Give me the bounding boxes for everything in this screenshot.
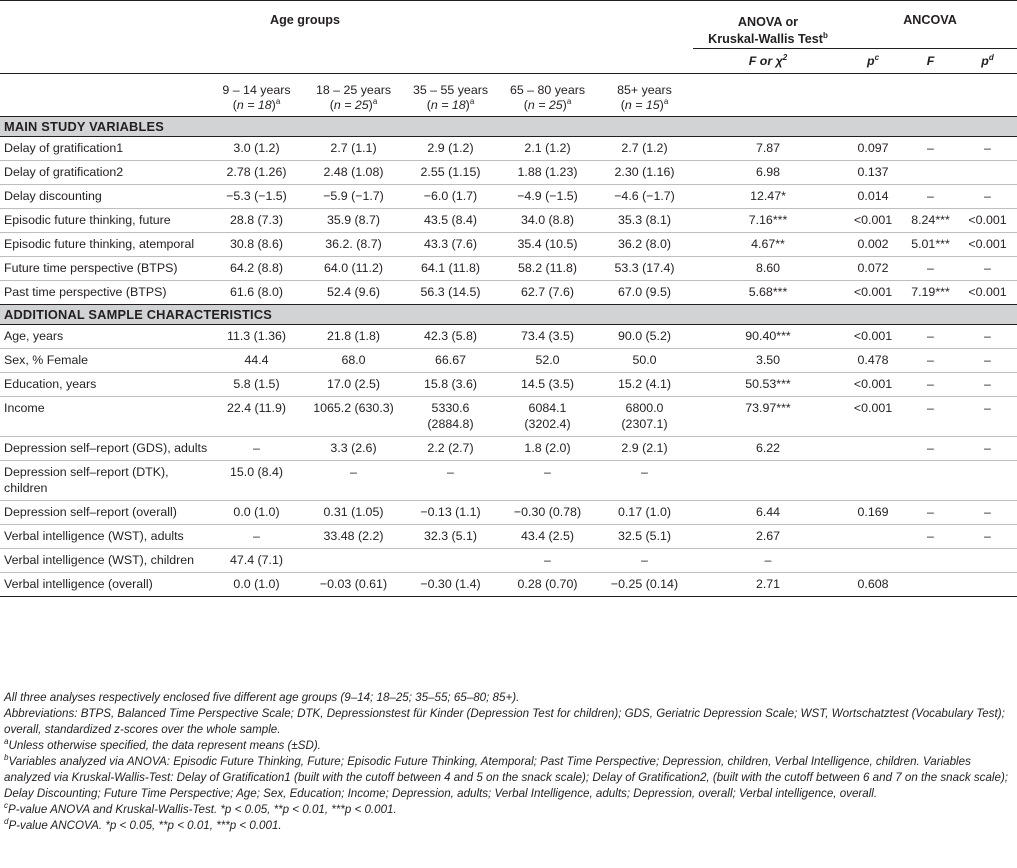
stat-cell: 7.16***: [693, 209, 843, 233]
group-value-cell: 61.6 (8.0): [208, 281, 305, 305]
footnote-c-sup: c: [4, 801, 8, 811]
group-value-cell: 47.4 (7.1): [208, 549, 305, 573]
group-value-cell: –: [208, 437, 305, 461]
row-label: Age, years: [4, 329, 64, 343]
group-value-cell: 3.0 (1.2): [233, 141, 280, 155]
p-d-cell: –: [958, 397, 1017, 437]
table-row: [0, 549, 1017, 573]
anova-line1: ANOVA or: [737, 15, 799, 29]
table-row: [0, 161, 1017, 185]
stat-cell: 50.53***: [693, 373, 843, 397]
p-c-cell: 0.002: [843, 233, 903, 257]
stat-cell: [693, 461, 843, 501]
footnote-a-sup: a: [4, 737, 9, 747]
age-groups-label: Age groups: [270, 13, 340, 27]
group-value-cell: −0.13 (1.1): [402, 501, 499, 525]
table-row: [0, 397, 1017, 437]
row-label: Episodic future thinking, atemporal: [0, 233, 208, 257]
group-header-2: 18 – 25 years (n = 25)$^a$: [305, 74, 402, 117]
f-cell: –: [927, 329, 934, 343]
footnote-a: [4, 738, 1014, 754]
group-value-cell: 56.3 (14.5): [402, 281, 499, 305]
group-value-cell: 22.4 (11.9): [208, 397, 305, 437]
group-value-cell: 21.8 (1.8): [326, 329, 381, 343]
table-row: [0, 573, 1017, 597]
stat-cell: 6.44: [693, 501, 843, 525]
table-row: [0, 137, 1017, 161]
group-value-cell: 32.5 (5.1): [596, 525, 693, 549]
p-d-cell: –: [984, 329, 991, 343]
row-label: Delay of gratification1: [4, 141, 124, 155]
footnote-d: [4, 818, 1014, 834]
group-value-cell: −0.30 (1.4): [402, 573, 499, 597]
row-label: Episodic future thinking, future: [0, 209, 208, 233]
ancova-label: ANCOVA: [903, 13, 957, 27]
table-row: [0, 257, 1017, 281]
f-cell: [903, 573, 958, 597]
p-c-cell: <0.001: [853, 329, 893, 343]
group-value-cell: 2.78 (1.26): [208, 161, 305, 185]
group-value-cell: −6.0 (1.7): [402, 185, 499, 209]
p-c-cell: 0.137: [843, 161, 903, 185]
p-d-cell: –: [958, 185, 1017, 209]
f-cell: –: [903, 501, 958, 525]
p-c-cell: [843, 437, 903, 461]
group-value-cell: 2.1 (1.2): [524, 141, 571, 155]
table-footnotes: [4, 690, 1014, 834]
group-value-cell: 11.3 (1.36): [226, 329, 286, 343]
table-row: [0, 209, 1017, 233]
group-value-cell: 44.4: [208, 349, 305, 373]
stat-cell: 2.67: [693, 525, 843, 549]
group-sup: a: [663, 96, 669, 106]
stat-fchi-sup: 2: [782, 52, 788, 62]
group-label: 85+ years: [617, 83, 672, 97]
group-value-cell: 1065.2 (630.3): [305, 397, 402, 437]
group-value-cell: 2.9 (1.2): [427, 141, 474, 155]
p-d-cell: [958, 549, 1017, 573]
f-cell: –: [903, 257, 958, 281]
group-value-cell: –: [208, 525, 305, 549]
p-d-cell: –: [984, 141, 991, 155]
group-value-cell: 15.2 (4.1): [596, 373, 693, 397]
group-value-cell: 64.1 (11.8): [402, 257, 499, 281]
group-value-cell: 0.0 (1.0): [208, 573, 305, 597]
table-row: [0, 437, 1017, 461]
footnote-d-text: P-value ANCOVA. *p < 0.05, **p < 0.01, ***p < 0.001.: [8, 819, 282, 832]
group-value-cell: 2.7 (1.1): [330, 141, 377, 155]
group-value-cell: –: [596, 461, 693, 501]
group-value-cell: 3.3 (2.6): [305, 437, 402, 461]
group-value-cell: 43.3 (7.6): [402, 233, 499, 257]
f-cell: –: [903, 373, 958, 397]
group-value-cell: 15.0 (8.4): [208, 461, 305, 501]
stat-fchi-heading: [693, 49, 843, 74]
group-value-cell: 50.0: [596, 349, 693, 373]
f-cell: –: [903, 437, 958, 461]
row-label: Verbal intelligence (WST), children: [0, 549, 208, 573]
group-value-cell: 0.28 (0.70): [499, 573, 596, 597]
p-c-cell: <0.001: [843, 373, 903, 397]
section-additional-heading: [0, 305, 1017, 325]
stat-pc-heading: [843, 49, 903, 74]
group-header-1: 9 – 14 years (n = 18)$^a$: [208, 74, 305, 117]
group-label: 18 – 25 years: [315, 83, 392, 97]
f-cell: [903, 161, 958, 185]
row-label: Future time perspective (BTPS): [0, 257, 208, 281]
group-value-cell: 33.48 (2.2): [305, 525, 402, 549]
group-sup: a: [275, 96, 281, 106]
group-value-cell: 5.8 (1.5): [208, 373, 305, 397]
group-value-cell: 6800.0 (2307.1): [596, 397, 693, 437]
group-value-cell: 15.8 (3.6): [402, 373, 499, 397]
group-value-cell: −4.6 (−1.7): [596, 185, 693, 209]
group-sup: a: [372, 96, 378, 106]
table-row: [0, 325, 1017, 349]
row-label: Verbal intelligence (WST), adults: [0, 525, 208, 549]
row-label: Education, years: [0, 373, 208, 397]
group-value-cell: –: [305, 461, 402, 501]
group-header-4: 65 – 80 years (n = 25)$^a$: [499, 74, 596, 117]
table-row: [0, 281, 1017, 305]
f-cell: –: [903, 349, 958, 373]
group-header-3: 35 – 55 years (n = 18)$^a$: [402, 74, 499, 117]
group-value-cell: [305, 549, 402, 573]
p-c-cell: 0.072: [843, 257, 903, 281]
group-value-cell: 17.0 (2.5): [305, 373, 402, 397]
footnote-b: [4, 754, 1014, 802]
row-label: Verbal intelligence (overall): [0, 573, 208, 597]
group-label: 65 – 80 years: [509, 83, 586, 97]
stat-pd-heading: [958, 49, 1017, 74]
group-value-cell: –: [402, 461, 499, 501]
row-label: Income: [0, 397, 208, 437]
group-n: n = 18: [430, 98, 466, 112]
group-value-cell: 2.7 (1.2): [621, 141, 668, 155]
footnote-d-sup: d: [4, 817, 9, 827]
group-label: 9 – 14 years: [222, 83, 291, 97]
group-value-cell: –: [499, 461, 596, 501]
row-label: Sex, % Female: [0, 349, 208, 373]
p-c-cell: 0.014: [843, 185, 903, 209]
table-row: [0, 233, 1017, 257]
group-value-cell: 73.4 (3.5): [520, 329, 575, 343]
group-value-cell: [402, 549, 499, 573]
p-c-cell: 0.478: [843, 349, 903, 373]
group-value-cell: 43.5 (8.4): [402, 209, 499, 233]
stat-cell: 2.71: [693, 573, 843, 597]
table-row: [0, 349, 1017, 373]
header-row-1: [0, 1, 1017, 49]
row-label: Past time perspective (BTPS): [0, 281, 208, 305]
f-cell: 5.01***: [903, 233, 958, 257]
group-value-cell: 64.2 (8.8): [208, 257, 305, 281]
group-value-cell: 2.9 (2.1): [596, 437, 693, 461]
table-row: [0, 461, 1017, 501]
stat-cell: 4.67**: [693, 233, 843, 257]
group-value-cell: 1.8 (2.0): [499, 437, 596, 461]
row-label: Depression self–report (DTK), children: [0, 461, 208, 501]
group-value-cell: 53.3 (17.4): [596, 257, 693, 281]
p-d-cell: –: [958, 525, 1017, 549]
p-c-cell: <0.001: [843, 281, 903, 305]
ancova-heading: [843, 1, 1017, 49]
p-d-cell: <0.001: [958, 281, 1017, 305]
group-value-cell: 0.17 (1.0): [596, 501, 693, 525]
f-cell: [903, 549, 958, 573]
f-cell: [903, 461, 958, 501]
stat-cell: 8.60: [693, 257, 843, 281]
group-value-cell: 52.0: [499, 349, 596, 373]
row-label: Depression self–report (GDS), adults: [0, 437, 208, 461]
stat-f-heading: [903, 49, 958, 74]
group-value-cell: 2.2 (2.7): [402, 437, 499, 461]
group-value-cell: 14.5 (3.5): [499, 373, 596, 397]
p-d-cell: [958, 573, 1017, 597]
group-value-cell: –: [596, 549, 693, 573]
stat-cell: 73.97***: [693, 397, 843, 437]
group-value-cell: 66.67: [402, 349, 499, 373]
group-n: n = 25: [333, 98, 369, 112]
stat-cell: 7.87: [755, 141, 781, 155]
group-value-cell: 1.88 (1.23): [499, 161, 596, 185]
p-d-cell: –: [958, 437, 1017, 461]
footnote-a-text: Unless otherwise specified, the data represent means (±SD).: [8, 739, 321, 752]
anova-line2: Kruskal-Wallis Test: [708, 32, 823, 46]
p-c-cell: [843, 461, 903, 501]
f-cell: –: [927, 141, 934, 155]
anova-heading: [693, 1, 843, 49]
group-value-cell: 68.0: [305, 349, 402, 373]
group-value-cell: −0.03 (0.61): [305, 573, 402, 597]
group-value-cell: 36.2. (8.7): [305, 233, 402, 257]
stat-cell: –: [693, 549, 843, 573]
stat-cell: 90.40***: [745, 329, 791, 343]
footnote-b-sup: b: [4, 753, 9, 763]
group-value-cell: 52.4 (9.6): [305, 281, 402, 305]
stat-pd-label: p: [981, 54, 989, 68]
group-value-cell: −0.30 (0.78): [499, 501, 596, 525]
p-d-cell: <0.001: [958, 233, 1017, 257]
p-c-cell: 0.169: [843, 501, 903, 525]
anova-sup: b: [822, 30, 828, 40]
group-label: 35 – 55 years: [412, 83, 489, 97]
stat-f-label: F: [926, 54, 935, 68]
stat-cell: 6.98: [693, 161, 843, 185]
row-label: Delay discounting: [0, 185, 208, 209]
group-value-cell: 43.4 (2.5): [499, 525, 596, 549]
header-row-2: [0, 49, 1017, 74]
table-row: [0, 501, 1017, 525]
stat-fchi-label: F or χ: [748, 54, 783, 68]
group-value-cell: 0.0 (1.0): [208, 501, 305, 525]
p-c-cell: 0.097: [857, 141, 889, 155]
group-value-cell: 35.9 (8.7): [305, 209, 402, 233]
group-value-cell: 35.4 (10.5): [499, 233, 596, 257]
group-value-cell: 2.55 (1.15): [402, 161, 499, 185]
p-d-cell: [958, 461, 1017, 501]
stat-pd-sup: d: [988, 52, 994, 62]
group-value-cell: −5.3 (−1.5): [208, 185, 305, 209]
row-label: Delay of gratification2: [0, 161, 208, 185]
f-cell: 7.19***: [903, 281, 958, 305]
table-row: [0, 525, 1017, 549]
group-value-cell: −5.9 (−1.7): [305, 185, 402, 209]
group-sup: a: [469, 96, 475, 106]
table-row: [0, 185, 1017, 209]
group-value-cell: 35.3 (8.1): [596, 209, 693, 233]
group-n: n = 15: [624, 98, 660, 112]
f-cell: –: [903, 397, 958, 437]
row-label: Depression self–report (overall): [0, 501, 208, 525]
footnote-c: [4, 802, 1014, 818]
stat-cell: 6.22: [693, 437, 843, 461]
group-value-cell: −0.25 (0.14): [596, 573, 693, 597]
group-value-cell: 2.48 (1.08): [305, 161, 402, 185]
group-value-cell: 62.7 (7.6): [499, 281, 596, 305]
f-cell: –: [903, 185, 958, 209]
group-value-cell: 36.2 (8.0): [596, 233, 693, 257]
group-value-cell: 64.0 (11.2): [305, 257, 402, 281]
stat-cell: 5.68***: [693, 281, 843, 305]
footnote-c-text: P-value ANOVA and Kruskal-Wallis-Test. *p < 0.05, **p < 0.01, ***p < 0.001.: [8, 803, 397, 816]
p-d-cell: –: [958, 349, 1017, 373]
stat-cell: 3.50: [693, 349, 843, 373]
group-value-cell: −4.9 (−1.5): [499, 185, 596, 209]
group-value-cell: 28.8 (7.3): [208, 209, 305, 233]
p-d-cell: –: [958, 373, 1017, 397]
footnote-abbreviations: Abbreviations: BTPS, Balanced Time Perspective Scale; DTK, Depressionstest für Kinder (Depression Test for children); GDS, Geriatric Depression Scale; WST, Wortschatztest (Vocabulary Test); overall, standardized z-scores over the whole sample.: [4, 707, 1005, 736]
age-groups-heading: [208, 1, 402, 49]
group-value-cell: 30.8 (8.6): [208, 233, 305, 257]
group-value-cell: 42.3 (5.8): [423, 329, 478, 343]
group-value-cell: 5330.6 (2884.8): [402, 397, 499, 437]
p-c-cell: 0.608: [843, 573, 903, 597]
group-sup: a: [566, 96, 572, 106]
f-cell: –: [903, 525, 958, 549]
table-row: [0, 373, 1017, 397]
section-main-label: MAIN STUDY VARIABLES: [0, 117, 1017, 137]
stat-pc-label: p: [866, 54, 875, 68]
group-n: n = 18: [236, 98, 272, 112]
stat-cell: 12.47*: [693, 185, 843, 209]
stat-pc-sup: c: [874, 52, 880, 62]
group-value-cell: 0.31 (1.05): [305, 501, 402, 525]
header-row-groups: [0, 74, 1017, 117]
f-cell: 8.24***: [903, 209, 958, 233]
group-value-cell: 6084.1 (3202.4): [499, 397, 596, 437]
p-c-cell: <0.001: [843, 209, 903, 233]
group-value-cell: 32.3 (5.1): [402, 525, 499, 549]
p-d-cell: –: [958, 501, 1017, 525]
p-d-cell: [958, 161, 1017, 185]
group-value-cell: –: [499, 549, 596, 573]
group-header-5: 85+ years (n = 15)$^a$: [596, 74, 693, 117]
section-main-heading: [0, 117, 1017, 137]
p-c-cell: [843, 549, 903, 573]
footnote-b-text: Variables analyzed via ANOVA: Episodic Future Thinking, Future; Episodic Future Thinking, Atemporal; Past Time Perspective; Depression, children, Verbal Intelligence, children. Variables analyzed via Kruskal-Wallis-Test: Delay of Gratification1 (built with the cutoff between 4 and 5 on the snack scale); Delay of Gratification2, (built with the cutoff between 6 and 7 on the snack scale); Delay Discounting; Future Time Perspective; Age; Sex, Education; Income; Depression, adults; Verbal Intelligence, adults; Depression, overall; Verbal intelligence, overall.: [4, 755, 1009, 800]
group-value-cell: 58.2 (11.8): [499, 257, 596, 281]
group-value-cell: 34.0 (8.8): [499, 209, 596, 233]
p-c-cell: [843, 525, 903, 549]
group-value-cell: 67.0 (9.5): [596, 281, 693, 305]
footnote-analyses: All three analyses respectively enclosed five different age groups (9–14; 18–25; 35–55; 65–80; 85+).: [4, 691, 520, 704]
group-n: n = 25: [527, 98, 563, 112]
p-d-cell: –: [958, 257, 1017, 281]
group-value-cell: 2.30 (1.16): [596, 161, 693, 185]
p-d-cell: <0.001: [958, 209, 1017, 233]
section-additional-label: ADDITIONAL SAMPLE CHARACTERISTICS: [0, 305, 1017, 325]
p-c-cell: <0.001: [843, 397, 903, 437]
group-value-cell: 90.0 (5.2): [617, 329, 672, 343]
